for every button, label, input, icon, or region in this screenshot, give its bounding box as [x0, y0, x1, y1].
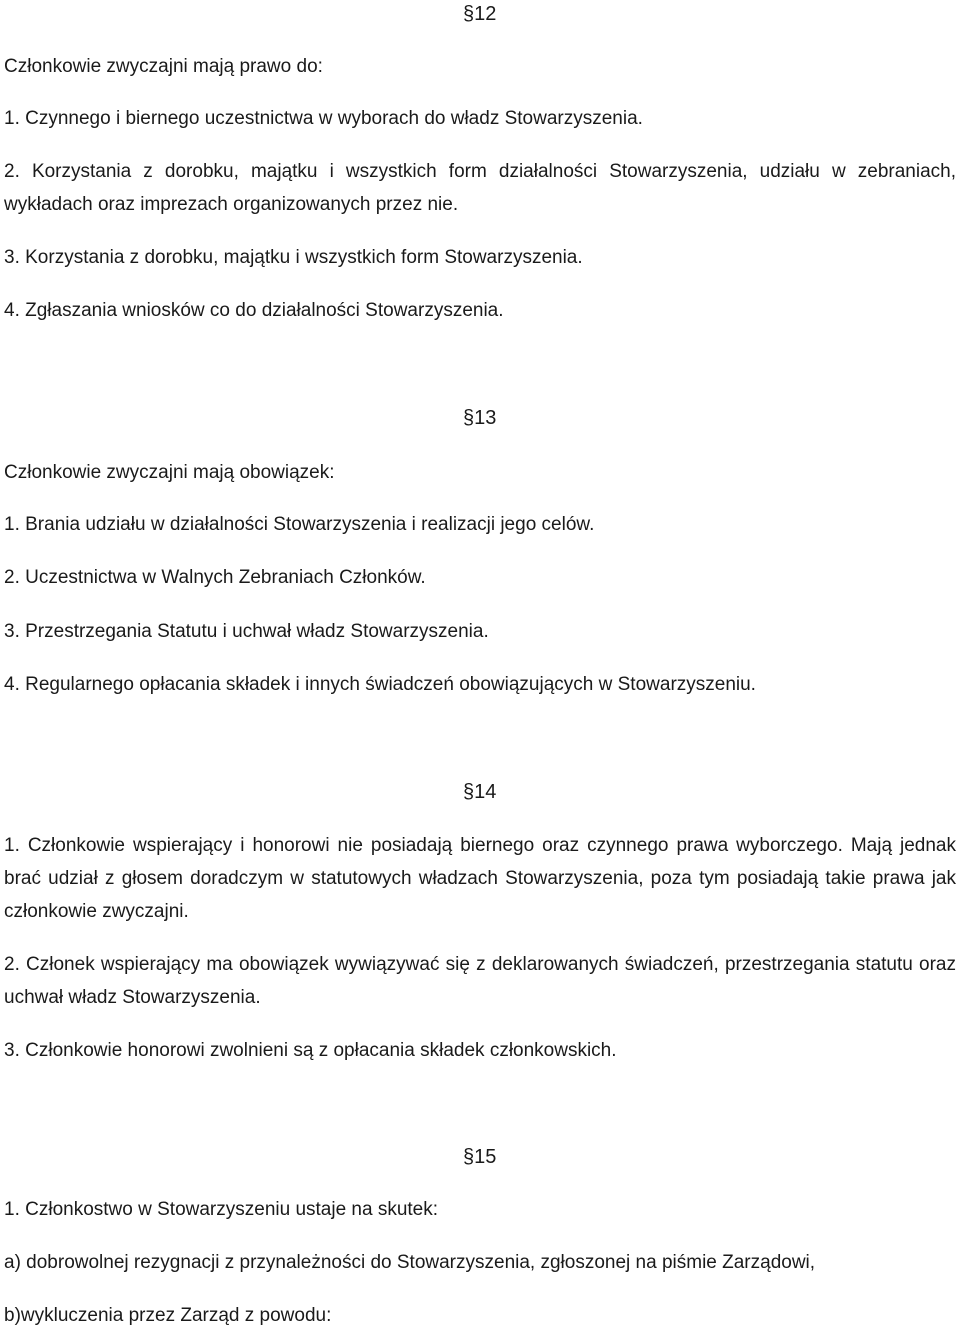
section-heading-13: §13	[463, 407, 497, 429]
section-12-item-1: 1. Czynnego i biernego uczestnictwa w wyborach do władz Stowarzyszenia.	[4, 108, 643, 129]
section-13-item-2: 2. Uczestnictwa w Walnych Zebraniach Członków.	[4, 567, 426, 588]
section-15-item-b: b)wykluczenia przez Zarząd z powodu:	[4, 1305, 332, 1326]
section-14-item-1: 1. Członkowie wspierający i honorowi nie posiadają biernego oraz czynnego prawa wyborczego. Mają jednak brać udział z głosem doradczym w statutowych władzach Stowarzyszenia, poza tym posiadają takie prawa jak członkowie zwyczajni.	[4, 835, 956, 922]
section-12-intro: Członkowie zwyczajni mają prawo do:	[4, 56, 323, 77]
section-14-item-2: 2. Członek wspierający ma obowiązek wywiązywać się z deklarowanych świadczeń, przestrzegania statutu oraz uchwał władz Stowarzyszenia.	[4, 954, 956, 1008]
section-12-item-2: 2. Korzystania z dorobku, majątku i wszystkich form działalności Stowarzyszenia, udziału w zebraniach, wykładach oraz imprezach organizowanych przez nie.	[4, 161, 956, 215]
section-13-item-1: 1. Brania udziału w działalności Stowarzyszenia i realizacji jego celów.	[4, 514, 595, 535]
section-14-item-3: 3. Członkowie honorowi zwolnieni są z opłacania składek członkowskich.	[4, 1040, 617, 1061]
section-13-intro: Członkowie zwyczajni mają obowiązek:	[4, 462, 335, 483]
section-12-item-3: 3. Korzystania z dorobku, majątku i wszystkich form Stowarzyszenia.	[4, 247, 583, 268]
section-heading-12: §12	[463, 3, 497, 25]
section-12-item-4: 4. Zgłaszania wniosków co do działalności Stowarzyszenia.	[4, 300, 504, 321]
section-13-item-4: 4. Regularnego opłacania składek i innych świadczeń obowiązujących w Stowarzyszeniu.	[4, 674, 756, 695]
section-13-item-3: 3. Przestrzegania Statutu i uchwał władz Stowarzyszenia.	[4, 621, 489, 642]
section-15-item-a: a) dobrowolnej rezygnacji z przynależności do Stowarzyszenia, zgłoszonej na piśmie Zarządowi,	[4, 1252, 816, 1273]
section-15-item-1: 1. Członkostwo w Stowarzyszeniu ustaje na skutek:	[4, 1199, 439, 1220]
section-heading-15: §15	[463, 1146, 497, 1168]
section-heading-14: §14	[463, 781, 497, 803]
